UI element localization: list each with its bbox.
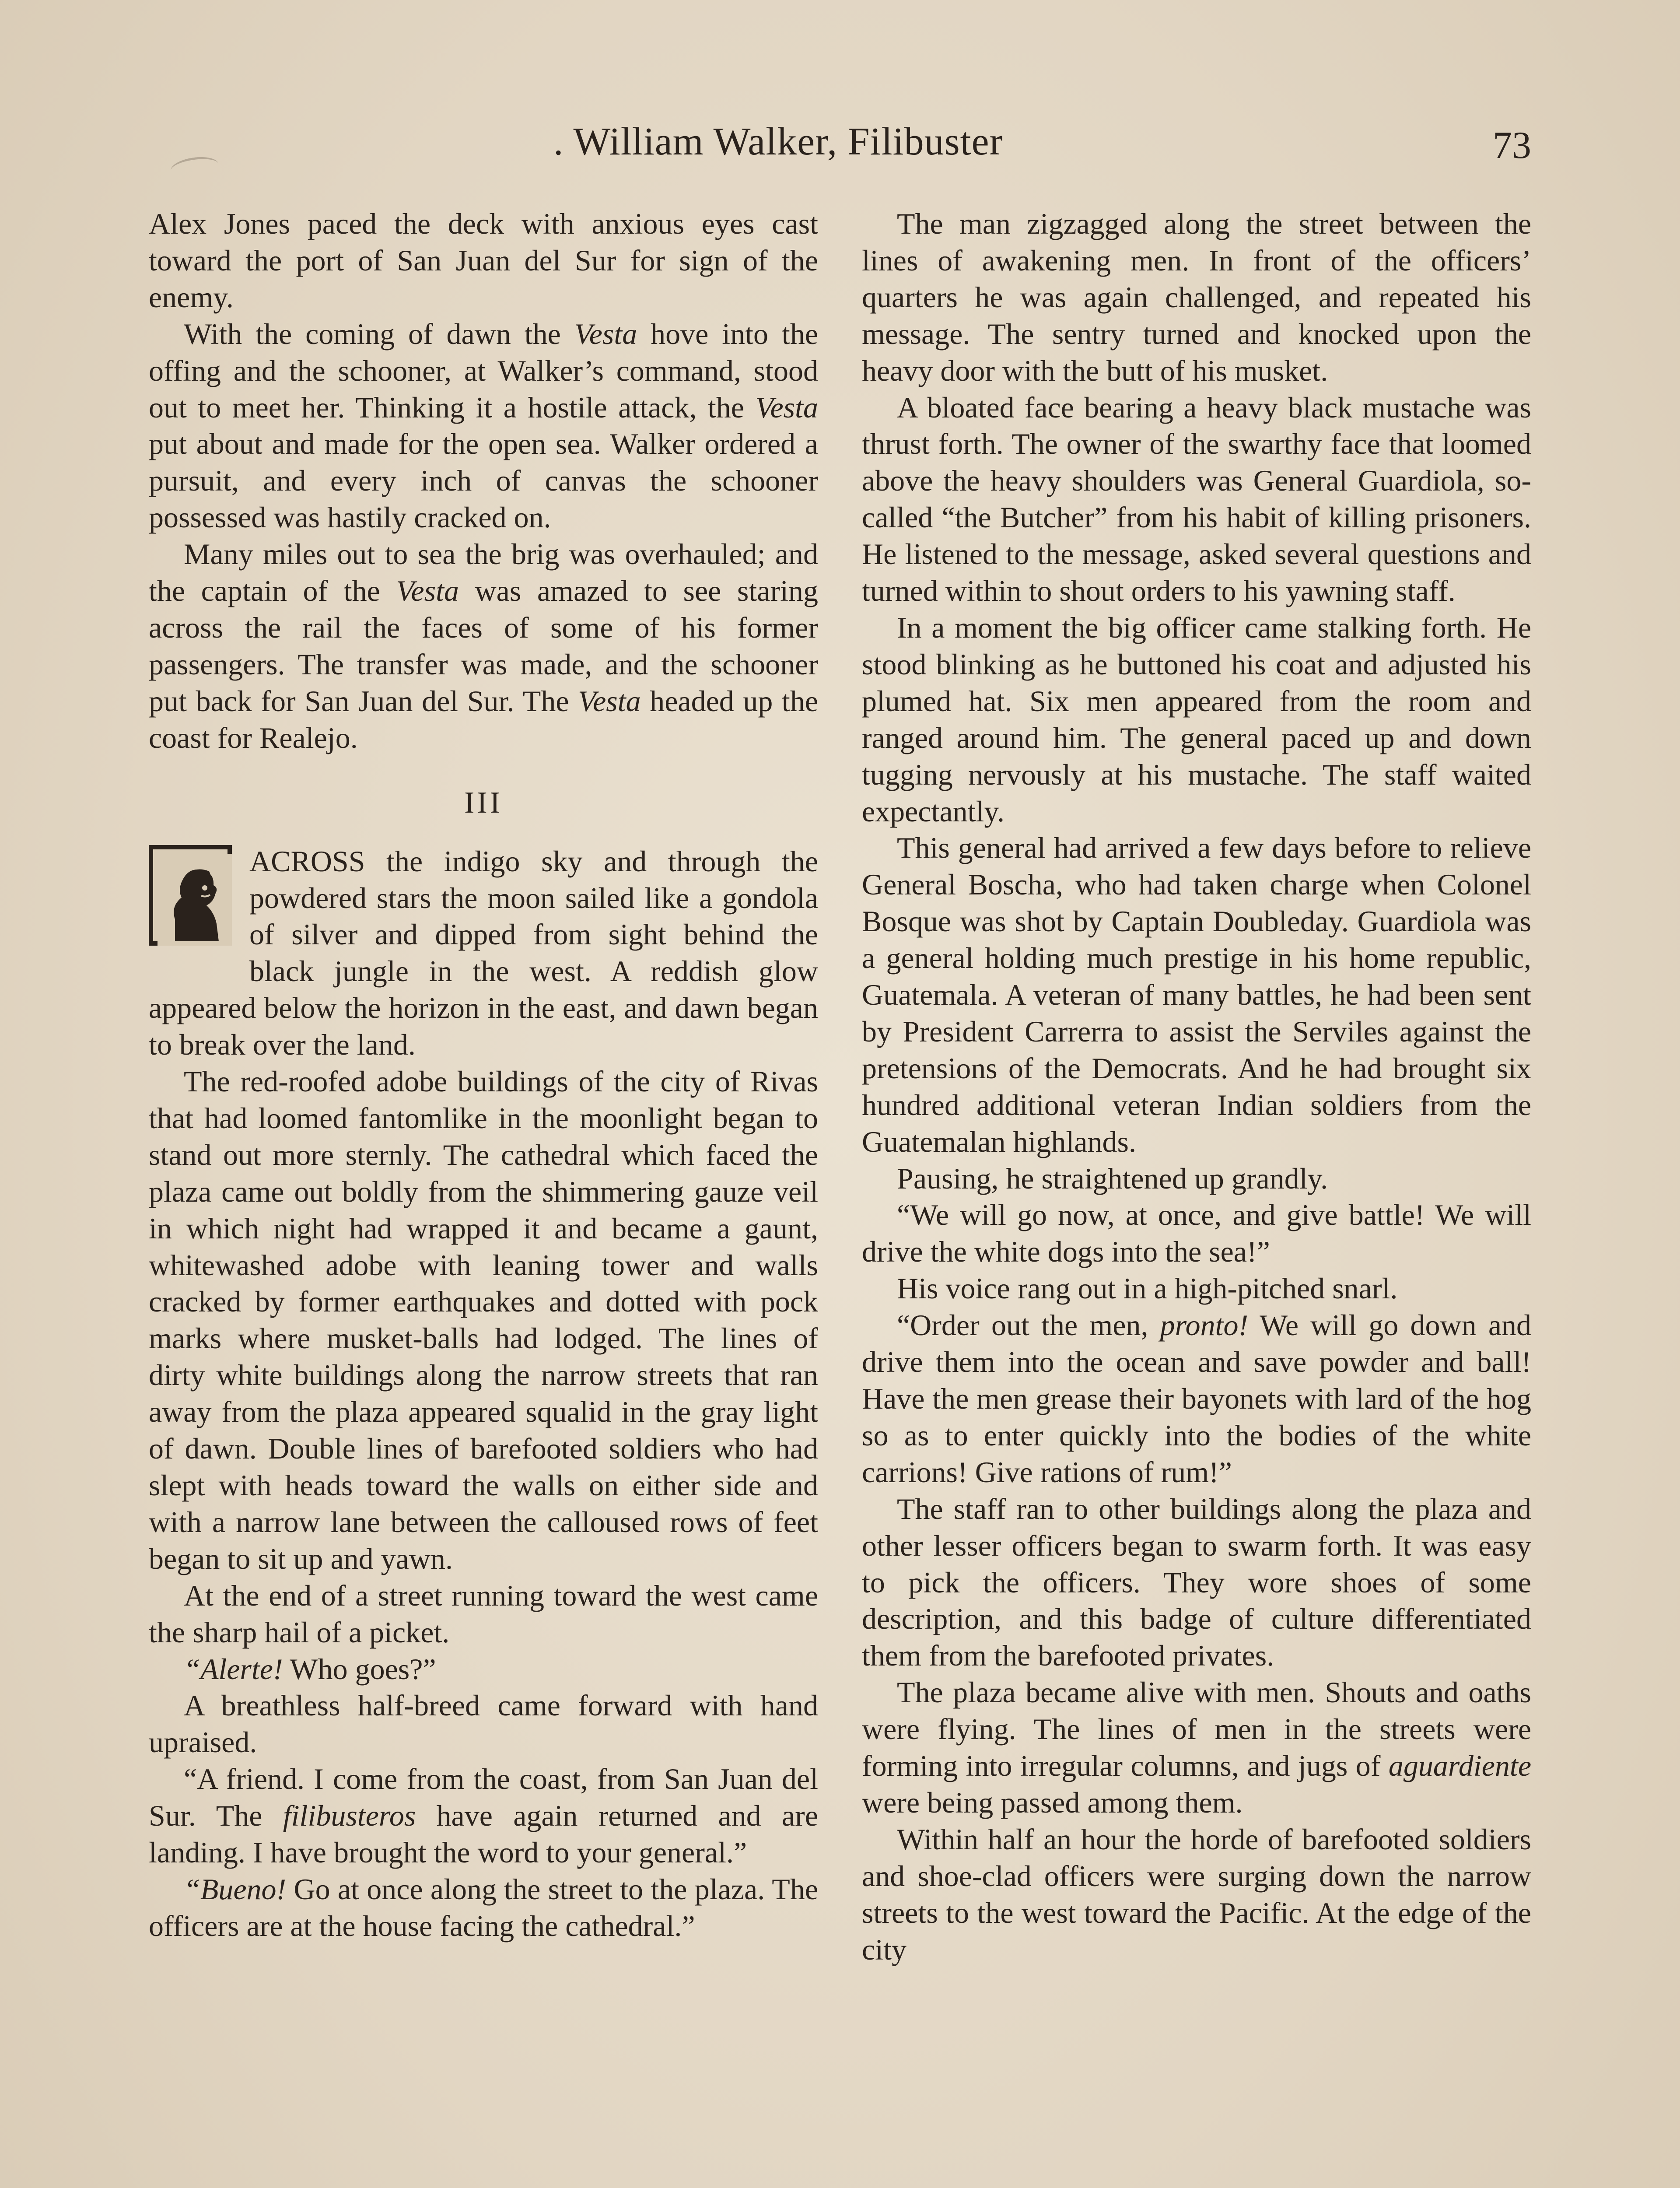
drop-cap-illustration: [149, 845, 241, 954]
running-title: . William Walker, Filibuster: [553, 120, 1003, 163]
paragraph: Within half an hour the horde of barefooted soldiers and shoe-clad officers were surging down the narrow streets to the west toward the Pacific. At the edge of the city: [862, 1822, 1531, 1966]
paragraph: This general had arrived a few days before to relieve General Boscha, who had taken charge when Colonel Bosque was shot by Captain Doubleday. Guardiola was a general holding much prestige in his home republic, Guatemala. A veteran of many battles, he had been sent by President Carrerra to assist the Serviles against the pretensions of the Democrats. And he had brought six hundred additional veteran Indian soldiers from the Guatemalan highlands.: [862, 831, 1531, 1158]
paragraph: “We will go now, at once, and give battle! We will drive the white dogs into the sea!”: [862, 1198, 1531, 1269]
ink-smudge: [169, 154, 220, 181]
ship-name: Vesta: [755, 390, 818, 424]
paragraph: In a moment the big officer came stalking forth. He stood blinking as he buttoned his coat and adjusted his plumed hat. Six men appeared from the room and ranged around him. The general paced up and down tugging nervously at his mustache. The staff waited expectantly.: [862, 610, 1531, 828]
silhouette-figure-icon: [158, 854, 232, 946]
left-column: [149, 206, 818, 1945]
paragraph: The plaza became alive with men. Shouts and oaths were flying. The lines of men in the streets were forming into irregular columns, and jugs of aguardiente were being passed among them.: [862, 1676, 1531, 1819]
ship-name: Vesta: [578, 684, 641, 718]
paragraph: Pausing, he straightened up grandly.: [897, 1161, 1328, 1195]
paragraph: A breathless half-breed came forward with hand upraised.: [149, 1689, 818, 1759]
paragraph: With the coming of dawn the Vesta hove into the offing and the schooner, at Walker’s command, stood out to meet her. Thinking it a hostile attack, the Vesta put about and made for the open sea. Walker ordered a pursuit, and every inch of canvas the schooner possessed was hastily cracked on.: [149, 317, 818, 534]
paragraph: The man zigzagged along the street between the lines of awakening men. In front of the officers’ quarters he was again challenged, and repeated his message. The sentry turned and knocked upon the heavy door with the butt of his musket.: [862, 207, 1531, 387]
paragraph: His voice rang out in a high-pitched snarl.: [897, 1272, 1398, 1305]
paragraph: A bloated face bearing a heavy black mustache was thrust forth. The owner of the swarthy face that loomed above the heavy shoulders was General Guardiola, so-called “the Butcher” from his habit of killing prisoners. He listened to the message, asked several questions and turned within to shout orders to his yawning staff.: [862, 390, 1531, 608]
paragraph: Many miles out to sea the brig was overhauled; and the captain of the Vesta was amazed to see staring across the rail the faces of some of his former passengers. The transfer was made, and the schooner put back for San Juan del Sur. The Vesta headed up the coast for Realejo.: [149, 537, 818, 754]
section-heading: III: [464, 785, 503, 820]
page-number: 73: [1493, 124, 1531, 167]
paragraph: “Order out the men, pronto! We will go down and drive them into the ocean and save powder and ball! Have the men grease their bayonets with lard of the hog so as to enter quickly into the bodies of the white carrions! Give rations of rum!”: [862, 1308, 1531, 1489]
ship-name: Vesta: [396, 574, 459, 608]
ship-name: Vesta: [574, 317, 637, 351]
paragraph: ACROSS the indigo sky and through the powdered stars the moon sailed like a gondola of silver and dipped from sight behind the black jungle in the west. A reddish glow appeared below the horizon in the east, and dawn began to break over the land.: [149, 844, 818, 1062]
paragraph: The staff ran to other buildings along the plaza and other lesser officers began to swarm forth. It was easy to pick the officers. They wore shoes of some description, and this badge of culture differentiated them from the barefooted privates.: [862, 1492, 1531, 1673]
paragraph: “Bueno! Go at once along the street to the plaza. The officers are at the house facing the cathedral.”: [149, 1872, 818, 1943]
right-column: [862, 206, 1531, 1968]
paragraph: “Alerte! Who goes?”: [184, 1652, 436, 1686]
paragraph: At the end of a street running toward the west came the sharp hail of a picket.: [149, 1578, 818, 1649]
paragraph: The red-roofed adobe buildings of the city of Rivas that had loomed fantomlike in the moonlight began to stand out more sternly. The cathedral which faced the plaza came out boldly from the shimmering gauze veil in which night had wrapped it and became a gaunt, whitewashed adobe with leaning tower and walls cracked by former earthquakes and dotted with pock marks where musket-balls had lodged. The lines of dirty white buildings along the narrow streets that ran away from the plaza appeared squalid in the gray light of dawn. Double lines of barefooted soldiers who had slept with heads toward the walls on either side and with a narrow lane between the calloused rows of feet began to sit up and yawn.: [149, 1065, 818, 1575]
paragraph: Alex Jones paced the deck with anxious eyes cast toward the port of San Juan del Sur for sign of the enemy.: [149, 207, 818, 314]
paragraph: “A friend. I come from the coast, from San Juan del Sur. The filibusteros have again returned and are landing. I have brought the word to your general.”: [149, 1762, 819, 1869]
